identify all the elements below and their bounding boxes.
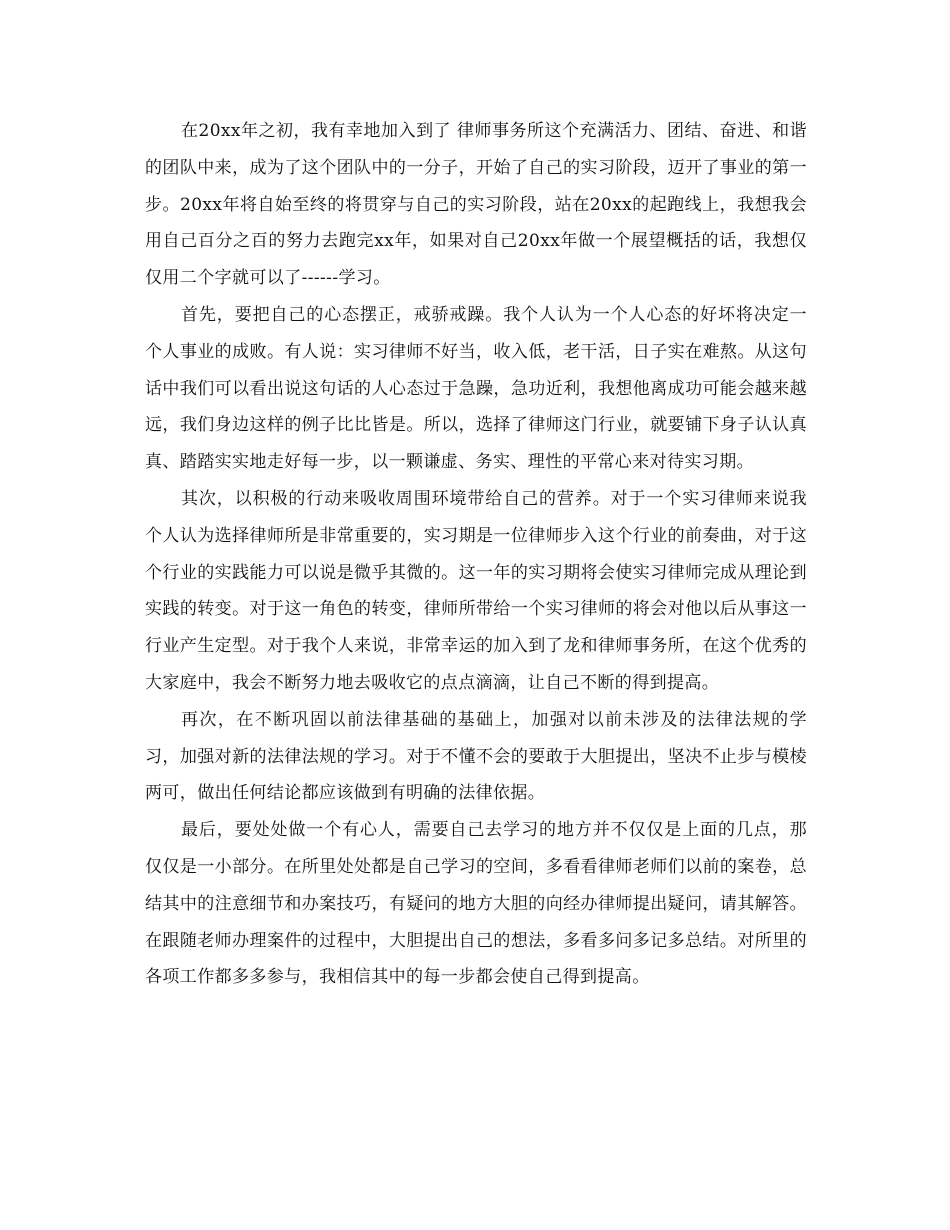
paragraph-last: 最后，要处处做一个有心人，需要自己去学习的地方并不仅仅是上面的几点，那仅仅是一小部分。在所里处处都是自己学习的空间，多看看律师老师们以前的案卷，总结其中的注意细节和办案技巧，有疑问的地方大胆的向经办律师提出疑问，请其解答。在跟随老师办理案件的过程中，大胆提出自己的想法，多看多问多记多总结。对所里的各项工作都多多参与，我相信其中的每一步都会使自己得到提高。 (145, 820, 807, 988)
paragraph-intro: 在20xx年之初，我有幸地加入到了 律师事务所这个充满活力、团结、奋进、和谐的团队中来，成为了这个团队中的一分子，开始了自己的实习阶段，迈开了事业的第一步。20xx年将自始至终的将贯穿与自己的实习阶段，站在20xx的起跑线上，我想我会用自己百分之百的努力去跑完xx年，如果对自己20xx年做一个展望概括的话，我想仅仅用二个字就可以了------学习。 (145, 121, 807, 289)
paragraph-second: 其次，以积极的行动来吸收周围环境带给自己的营养。对于一个实习律师来说我个人认为选择律师所是非常重要的，实习期是一位律师步入这个行业的前奏曲，对于这个行业的实践能力可以说是微乎其微的。这一年的实习期将会使实习律师完成从理论到实践的转变。对于这一角色的转变，律师所带给一个实习律师的将会对他以后从事这一行业产生定型。对于我个人来说，非常幸运的加入到了龙和律师事务所，在这个优秀的大家庭中，我会不断努力地去吸收它的点点滴滴，让自己不断的得到提高。 (145, 488, 807, 693)
paragraph-first: 首先，要把自己的心态摆正，戒骄戒躁。我个人认为一个人心态的好坏将决定一个人事业的成败。有人说：实习律师不好当，收入低，老干活，日子实在难熬。从这句话中我们可以看出说这句话的人心态过于急躁，急功近利，我想他离成功可能会越来越远，我们身边这样的例子比比皆是。所以，选择了律师这门行业，就要铺下身子认认真真、踏踏实实地走好每一步，以一颗谦虚、务实、理性的平常心来对待实习期。 (145, 304, 807, 473)
document-body (145, 113, 807, 996)
paragraph-third: 再次，在不断巩固以前法律基础的基础上，加强对以前未涉及的法律法规的学习，加强对新的法律法规的学习。对于不懂不会的要敢于大胆提出，坚决不止步与模棱两可，做出任何结论都应该做到有明确的法律依据。 (145, 709, 807, 804)
